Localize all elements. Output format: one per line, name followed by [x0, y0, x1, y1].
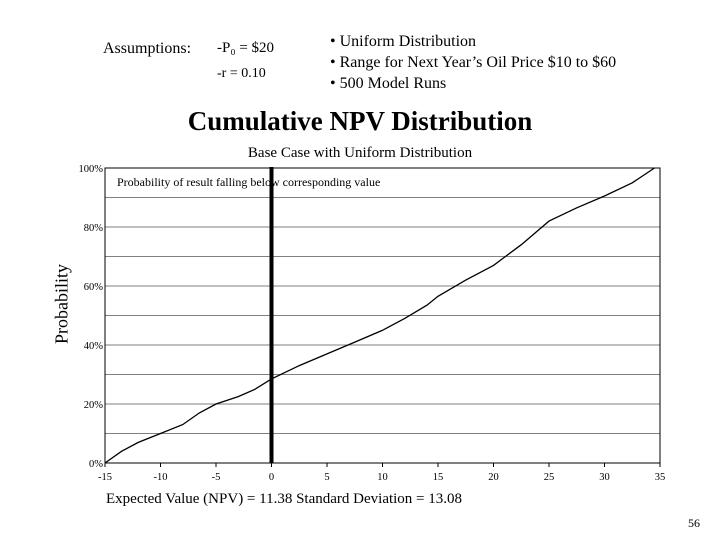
x-tick-label: -15 — [98, 472, 112, 483]
assumption-initial-price: -P₀ = $20 — [217, 40, 275, 56]
x-tick-label: 30 — [599, 472, 610, 483]
y-tick-label: 20% — [83, 400, 103, 411]
y-tick-label: 80% — [83, 223, 103, 234]
y-tick-label: 60% — [83, 282, 103, 293]
bullet-model-runs: • 500 Model Runs — [330, 75, 447, 92]
y-axis-label: Probability — [51, 264, 72, 344]
x-tick-label: 25 — [543, 472, 555, 483]
x-tick-label: 35 — [654, 472, 666, 483]
x-tick-label: 15 — [432, 472, 444, 483]
assumptions-label: Assumptions: — [103, 40, 192, 57]
chart-subtitle: Base Case with Uniform Distribution — [247, 145, 473, 161]
bullet-price-range: • Range for Next Year’s Oil Price $10 to $60 — [330, 54, 617, 71]
summary-statistics: Expected Value (NPV) = 11.38 Standard Deviation = 13.08 — [106, 491, 463, 507]
chart-annotation: Probability of result falling below corresponding value — [117, 175, 381, 189]
page-number: 56 — [688, 516, 700, 530]
y-tick-label: 100% — [78, 164, 103, 175]
x-tick-label: 20 — [488, 472, 499, 483]
y-tick-label: 0% — [89, 459, 103, 470]
x-tick-label: 10 — [377, 472, 388, 483]
x-tick-label: -10 — [153, 472, 168, 483]
bullet-distribution: • Uniform Distribution — [330, 33, 477, 50]
x-tick-label: 0 — [268, 472, 275, 483]
x-tick-label: 5 — [324, 472, 330, 483]
assumption-discount-rate: -r = 0.10 — [217, 66, 266, 81]
y-tick-label: 40% — [83, 341, 103, 352]
chart-title: Cumulative NPV Distribution — [187, 106, 533, 136]
x-tick-label: -5 — [211, 472, 221, 483]
